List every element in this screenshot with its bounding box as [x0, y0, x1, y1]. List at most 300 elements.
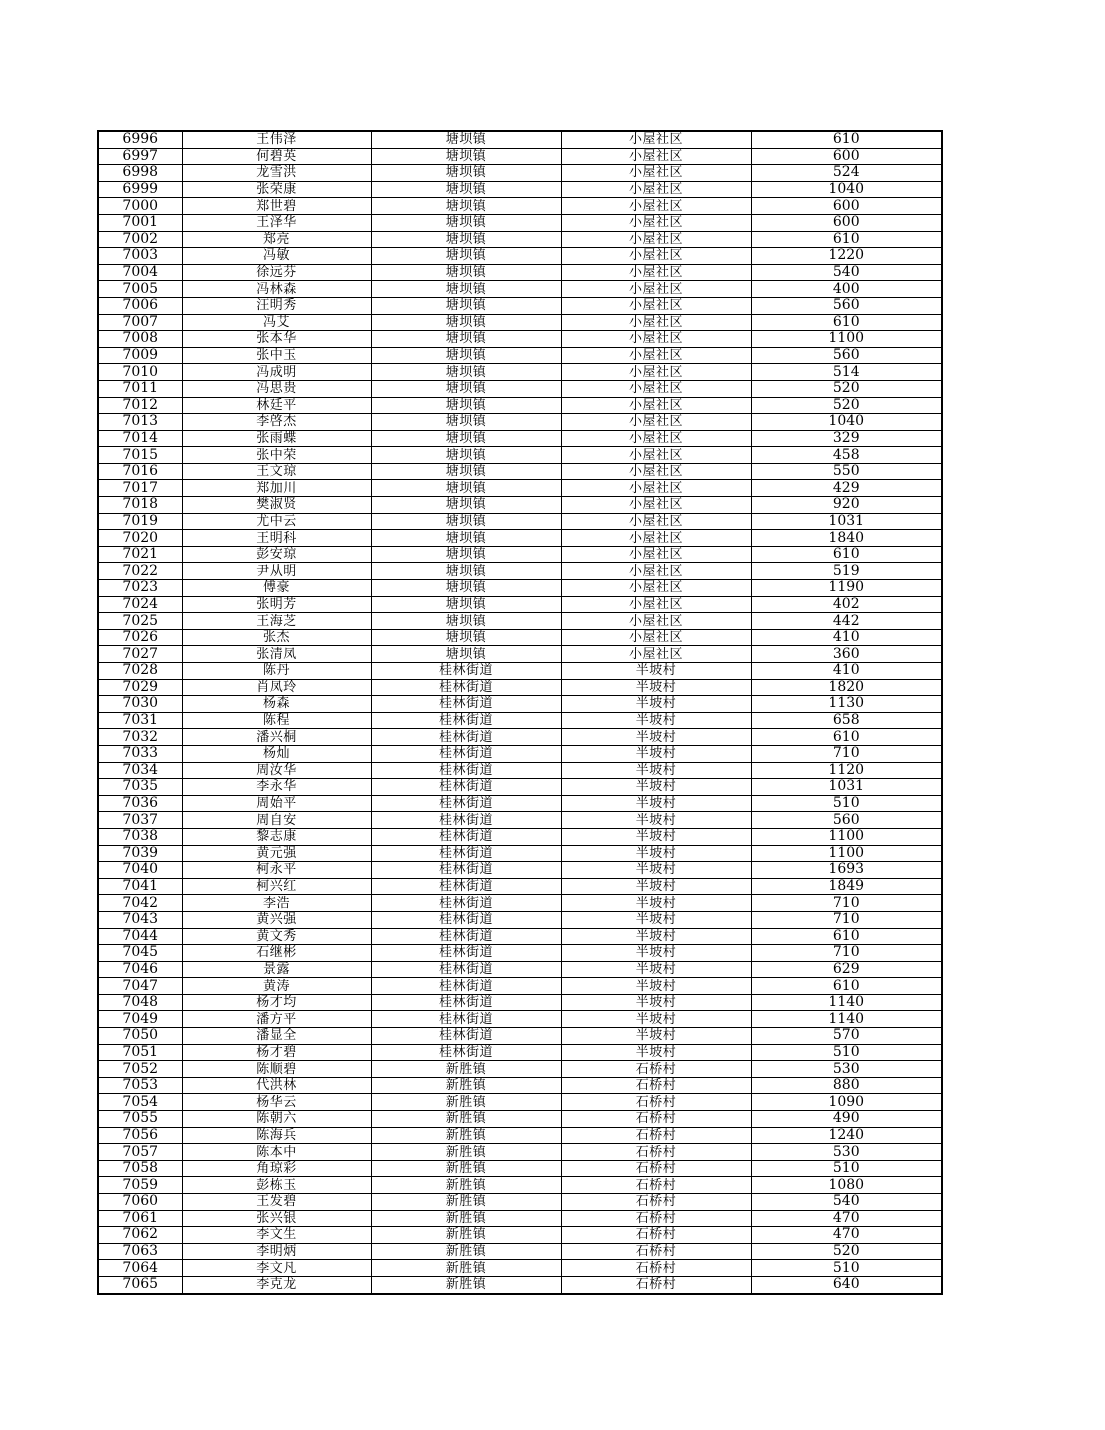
serial-number-cell: 7057	[98, 1144, 182, 1161]
serial-number-cell: 7027	[98, 646, 182, 663]
township-cell: 桂林街道	[371, 679, 561, 696]
village-cell: 小屋社区	[561, 463, 751, 480]
township-cell: 塘坝镇	[371, 430, 561, 447]
serial-number-cell: 7030	[98, 696, 182, 713]
village-cell: 石桥村	[561, 1276, 751, 1293]
township-cell: 塘坝镇	[371, 546, 561, 563]
amount-cell: 1100	[751, 331, 942, 348]
amount-cell: 710	[751, 945, 942, 962]
village-cell: 小屋社区	[561, 497, 751, 514]
name-cell: 冯艾	[182, 314, 371, 331]
amount-cell: 658	[751, 712, 942, 729]
table-row	[98, 530, 942, 547]
village-cell: 小屋社区	[561, 513, 751, 530]
name-cell: 李明炳	[182, 1243, 371, 1260]
name-cell: 樊淑贤	[182, 497, 371, 514]
name-cell: 汪明秀	[182, 297, 371, 314]
serial-number-cell: 7000	[98, 198, 182, 215]
name-cell: 徐远芬	[182, 264, 371, 281]
village-cell: 小屋社区	[561, 131, 751, 148]
table-row	[98, 1028, 942, 1045]
name-cell: 王泽华	[182, 214, 371, 231]
table-row	[98, 696, 942, 713]
serial-number-cell: 7001	[98, 214, 182, 231]
village-cell: 小屋社区	[561, 414, 751, 431]
village-cell: 石桥村	[561, 1061, 751, 1078]
serial-number-cell: 7010	[98, 364, 182, 381]
township-cell: 塘坝镇	[371, 513, 561, 530]
township-cell: 桂林街道	[371, 696, 561, 713]
serial-number-cell: 7013	[98, 414, 182, 431]
amount-cell: 329	[751, 430, 942, 447]
name-cell: 陈程	[182, 712, 371, 729]
village-cell: 石桥村	[561, 1160, 751, 1177]
village-cell: 小屋社区	[561, 646, 751, 663]
name-cell: 王文琼	[182, 463, 371, 480]
township-cell: 塘坝镇	[371, 414, 561, 431]
township-cell: 桂林街道	[371, 828, 561, 845]
name-cell: 角琼彩	[182, 1160, 371, 1177]
table-row	[98, 961, 942, 978]
amount-cell: 1100	[751, 845, 942, 862]
serial-number-cell: 7023	[98, 580, 182, 597]
table-row	[98, 878, 942, 895]
village-cell: 小屋社区	[561, 181, 751, 198]
table-row	[98, 380, 942, 397]
table-row	[98, 214, 942, 231]
township-cell: 桂林街道	[371, 961, 561, 978]
village-cell: 小屋社区	[561, 480, 751, 497]
amount-cell: 1100	[751, 828, 942, 845]
name-cell: 黎志康	[182, 828, 371, 845]
village-cell: 小屋社区	[561, 198, 751, 215]
name-cell: 杨华云	[182, 1094, 371, 1111]
name-cell: 陈海兵	[182, 1127, 371, 1144]
amount-cell: 520	[751, 1243, 942, 1260]
village-cell: 半坡村	[561, 795, 751, 812]
table-row	[98, 911, 942, 928]
township-cell: 桂林街道	[371, 712, 561, 729]
village-cell: 小屋社区	[561, 231, 751, 248]
table-row	[98, 895, 942, 912]
village-cell: 半坡村	[561, 679, 751, 696]
amount-cell: 610	[751, 928, 942, 945]
township-cell: 新胜镇	[371, 1127, 561, 1144]
village-cell: 石桥村	[561, 1077, 751, 1094]
township-cell: 塘坝镇	[371, 530, 561, 547]
name-cell: 周始平	[182, 795, 371, 812]
amount-cell: 514	[751, 364, 942, 381]
amount-cell: 1080	[751, 1177, 942, 1194]
serial-number-cell: 7041	[98, 878, 182, 895]
name-cell: 张兴银	[182, 1210, 371, 1227]
amount-cell: 640	[751, 1276, 942, 1293]
township-cell: 桂林街道	[371, 862, 561, 879]
amount-cell: 510	[751, 1044, 942, 1061]
serial-number-cell: 7054	[98, 1094, 182, 1111]
name-cell: 李永华	[182, 779, 371, 796]
serial-number-cell: 7024	[98, 596, 182, 613]
name-cell: 郑亮	[182, 231, 371, 248]
name-cell: 周自安	[182, 812, 371, 829]
serial-number-cell: 7058	[98, 1160, 182, 1177]
village-cell: 小屋社区	[561, 563, 751, 580]
amount-cell: 1190	[751, 580, 942, 597]
amount-cell: 710	[751, 895, 942, 912]
township-cell: 塘坝镇	[371, 380, 561, 397]
serial-number-cell: 7036	[98, 795, 182, 812]
name-cell: 尤中云	[182, 513, 371, 530]
name-cell: 李克龙	[182, 1276, 371, 1293]
serial-number-cell: 7011	[98, 380, 182, 397]
amount-cell: 510	[751, 1260, 942, 1277]
name-cell: 王海芝	[182, 613, 371, 630]
amount-cell: 1031	[751, 513, 942, 530]
township-cell: 桂林街道	[371, 779, 561, 796]
amount-cell: 920	[751, 497, 942, 514]
township-cell: 桂林街道	[371, 795, 561, 812]
serial-number-cell: 7022	[98, 563, 182, 580]
village-cell: 半坡村	[561, 945, 751, 962]
village-cell: 半坡村	[561, 663, 751, 680]
village-cell: 半坡村	[561, 862, 751, 879]
village-cell: 石桥村	[561, 1144, 751, 1161]
amount-cell: 610	[751, 231, 942, 248]
village-cell: 半坡村	[561, 1011, 751, 1028]
name-cell: 王发碧	[182, 1194, 371, 1211]
village-cell: 石桥村	[561, 1111, 751, 1128]
township-cell: 塘坝镇	[371, 646, 561, 663]
serial-number-cell: 7034	[98, 762, 182, 779]
village-cell: 小屋社区	[561, 165, 751, 182]
table-row	[98, 131, 942, 148]
serial-number-cell: 7021	[98, 546, 182, 563]
village-cell: 石桥村	[561, 1177, 751, 1194]
amount-cell: 570	[751, 1028, 942, 1045]
table-row	[98, 414, 942, 431]
name-cell: 陈朝六	[182, 1111, 371, 1128]
name-cell: 王伟泽	[182, 131, 371, 148]
township-cell: 塘坝镇	[371, 264, 561, 281]
amount-cell: 1693	[751, 862, 942, 879]
serial-number-cell: 7055	[98, 1111, 182, 1128]
name-cell: 冯思贵	[182, 380, 371, 397]
amount-cell: 1031	[751, 779, 942, 796]
table-row	[98, 1194, 942, 1211]
amount-cell: 1240	[751, 1127, 942, 1144]
amount-cell: 510	[751, 795, 942, 812]
serial-number-cell: 7006	[98, 297, 182, 314]
table-row	[98, 248, 942, 265]
village-cell: 半坡村	[561, 895, 751, 912]
serial-number-cell: 7063	[98, 1243, 182, 1260]
table-row	[98, 762, 942, 779]
name-cell: 黄文秀	[182, 928, 371, 945]
township-cell: 塘坝镇	[371, 181, 561, 198]
township-cell: 新胜镇	[371, 1077, 561, 1094]
name-cell: 张中玉	[182, 347, 371, 364]
village-cell: 小屋社区	[561, 380, 751, 397]
serial-number-cell: 7059	[98, 1177, 182, 1194]
village-cell: 半坡村	[561, 911, 751, 928]
amount-cell: 560	[751, 297, 942, 314]
township-cell: 新胜镇	[371, 1210, 561, 1227]
township-cell: 塘坝镇	[371, 629, 561, 646]
amount-cell: 610	[751, 729, 942, 746]
serial-number-cell: 7039	[98, 845, 182, 862]
table-row	[98, 613, 942, 630]
table-row	[98, 928, 942, 945]
township-cell: 塘坝镇	[371, 297, 561, 314]
amount-cell: 490	[751, 1111, 942, 1128]
village-cell: 小屋社区	[561, 530, 751, 547]
village-cell: 半坡村	[561, 878, 751, 895]
township-cell: 新胜镇	[371, 1276, 561, 1293]
village-cell: 小屋社区	[561, 430, 751, 447]
township-cell: 新胜镇	[371, 1260, 561, 1277]
serial-number-cell: 7002	[98, 231, 182, 248]
table-row	[98, 828, 942, 845]
amount-cell: 530	[751, 1061, 942, 1078]
amount-cell: 1849	[751, 878, 942, 895]
serial-number-cell: 7056	[98, 1127, 182, 1144]
name-cell: 潘兴桐	[182, 729, 371, 746]
table-row	[98, 994, 942, 1011]
township-cell: 新胜镇	[371, 1194, 561, 1211]
amount-cell: 610	[751, 314, 942, 331]
township-cell: 桂林街道	[371, 845, 561, 862]
amount-cell: 550	[751, 463, 942, 480]
table-row	[98, 1061, 942, 1078]
township-cell: 新胜镇	[371, 1061, 561, 1078]
village-cell: 半坡村	[561, 712, 751, 729]
village-cell: 小屋社区	[561, 248, 751, 265]
name-cell: 柯永平	[182, 862, 371, 879]
table-row	[98, 862, 942, 879]
table-row	[98, 281, 942, 298]
village-cell: 半坡村	[561, 994, 751, 1011]
data-table	[97, 130, 943, 1295]
village-cell: 小屋社区	[561, 148, 751, 165]
table-row	[98, 729, 942, 746]
serial-number-cell: 7029	[98, 679, 182, 696]
township-cell: 桂林街道	[371, 878, 561, 895]
village-cell: 半坡村	[561, 762, 751, 779]
village-cell: 小屋社区	[561, 347, 751, 364]
serial-number-cell: 7028	[98, 663, 182, 680]
amount-cell: 524	[751, 165, 942, 182]
table-row	[98, 580, 942, 597]
table-row	[98, 712, 942, 729]
serial-number-cell: 7031	[98, 712, 182, 729]
table-row	[98, 546, 942, 563]
table-row	[98, 1011, 942, 1028]
name-cell: 王明科	[182, 530, 371, 547]
amount-cell: 429	[751, 480, 942, 497]
township-cell: 桂林街道	[371, 978, 561, 995]
township-cell: 桂林街道	[371, 1044, 561, 1061]
serial-number-cell: 7046	[98, 961, 182, 978]
amount-cell: 520	[751, 380, 942, 397]
table-row	[98, 1144, 942, 1161]
township-cell: 桂林街道	[371, 994, 561, 1011]
amount-cell: 1040	[751, 181, 942, 198]
amount-cell: 1840	[751, 530, 942, 547]
serial-number-cell: 7032	[98, 729, 182, 746]
serial-number-cell: 7012	[98, 397, 182, 414]
village-cell: 半坡村	[561, 779, 751, 796]
name-cell: 陈丹	[182, 663, 371, 680]
amount-cell: 1090	[751, 1094, 942, 1111]
table-row	[98, 1260, 942, 1277]
village-cell: 小屋社区	[561, 264, 751, 281]
serial-number-cell: 7003	[98, 248, 182, 265]
name-cell: 郑世碧	[182, 198, 371, 215]
township-cell: 桂林街道	[371, 812, 561, 829]
township-cell: 塘坝镇	[371, 248, 561, 265]
name-cell: 周汝华	[182, 762, 371, 779]
township-cell: 桂林街道	[371, 911, 561, 928]
table-row	[98, 978, 942, 995]
township-cell: 塘坝镇	[371, 131, 561, 148]
township-cell: 新胜镇	[371, 1227, 561, 1244]
name-cell: 肖凤玲	[182, 679, 371, 696]
table-row	[98, 1044, 942, 1061]
name-cell: 杨森	[182, 696, 371, 713]
serial-number-cell: 7062	[98, 1227, 182, 1244]
serial-number-cell: 7048	[98, 994, 182, 1011]
village-cell: 小屋社区	[561, 214, 751, 231]
township-cell: 塘坝镇	[371, 214, 561, 231]
village-cell: 小屋社区	[561, 596, 751, 613]
name-cell: 冯成明	[182, 364, 371, 381]
amount-cell: 710	[751, 745, 942, 762]
name-cell: 张荣康	[182, 181, 371, 198]
amount-cell: 1140	[751, 1011, 942, 1028]
name-cell: 龙雪洪	[182, 165, 371, 182]
village-cell: 半坡村	[561, 961, 751, 978]
table-row	[98, 148, 942, 165]
township-cell: 塘坝镇	[371, 480, 561, 497]
table-row	[98, 198, 942, 215]
name-cell: 傅豪	[182, 580, 371, 597]
serial-number-cell: 7015	[98, 447, 182, 464]
serial-number-cell: 7009	[98, 347, 182, 364]
amount-cell: 520	[751, 397, 942, 414]
amount-cell: 600	[751, 198, 942, 215]
serial-number-cell: 7061	[98, 1210, 182, 1227]
name-cell: 张本华	[182, 331, 371, 348]
serial-number-cell: 7065	[98, 1276, 182, 1293]
table-row	[98, 1243, 942, 1260]
serial-number-cell: 7052	[98, 1061, 182, 1078]
name-cell: 景露	[182, 961, 371, 978]
township-cell: 塘坝镇	[371, 148, 561, 165]
name-cell: 潘显全	[182, 1028, 371, 1045]
table-row	[98, 347, 942, 364]
amount-cell: 402	[751, 596, 942, 613]
amount-cell: 560	[751, 347, 942, 364]
amount-cell: 540	[751, 264, 942, 281]
table-row	[98, 596, 942, 613]
amount-cell: 458	[751, 447, 942, 464]
village-cell: 半坡村	[561, 745, 751, 762]
township-cell: 塘坝镇	[371, 314, 561, 331]
name-cell: 黄元强	[182, 845, 371, 862]
serial-number-cell: 7050	[98, 1028, 182, 1045]
village-cell: 石桥村	[561, 1227, 751, 1244]
table-row	[98, 646, 942, 663]
name-cell: 尹从明	[182, 563, 371, 580]
amount-cell: 442	[751, 613, 942, 630]
serial-number-cell: 6999	[98, 181, 182, 198]
serial-number-cell: 7019	[98, 513, 182, 530]
table-row	[98, 795, 942, 812]
serial-number-cell: 7018	[98, 497, 182, 514]
name-cell: 石继彬	[182, 945, 371, 962]
amount-cell: 610	[751, 978, 942, 995]
name-cell: 陈顺碧	[182, 1061, 371, 1078]
table-row	[98, 629, 942, 646]
village-cell: 半坡村	[561, 729, 751, 746]
serial-number-cell: 7005	[98, 281, 182, 298]
table-row	[98, 1210, 942, 1227]
township-cell: 桂林街道	[371, 945, 561, 962]
amount-cell: 1040	[751, 414, 942, 431]
township-cell: 新胜镇	[371, 1111, 561, 1128]
amount-cell: 540	[751, 1194, 942, 1211]
table-row	[98, 1094, 942, 1111]
serial-number-cell: 7047	[98, 978, 182, 995]
township-cell: 新胜镇	[371, 1144, 561, 1161]
table-row	[98, 845, 942, 862]
name-cell: 潘方平	[182, 1011, 371, 1028]
village-cell: 小屋社区	[561, 629, 751, 646]
village-cell: 石桥村	[561, 1127, 751, 1144]
table-row	[98, 231, 942, 248]
name-cell: 张中荣	[182, 447, 371, 464]
township-cell: 塘坝镇	[371, 463, 561, 480]
village-cell: 小屋社区	[561, 281, 751, 298]
name-cell: 何碧英	[182, 148, 371, 165]
amount-cell: 610	[751, 546, 942, 563]
village-cell: 半坡村	[561, 978, 751, 995]
amount-cell: 1140	[751, 994, 942, 1011]
amount-cell: 400	[751, 281, 942, 298]
table-row	[98, 497, 942, 514]
table-row	[98, 447, 942, 464]
table-row	[98, 480, 942, 497]
township-cell: 新胜镇	[371, 1160, 561, 1177]
name-cell: 李啓杰	[182, 414, 371, 431]
serial-number-cell: 7043	[98, 911, 182, 928]
name-cell: 林廷平	[182, 397, 371, 414]
table-row	[98, 513, 942, 530]
village-cell: 石桥村	[561, 1094, 751, 1111]
serial-number-cell: 7051	[98, 1044, 182, 1061]
village-cell: 小屋社区	[561, 314, 751, 331]
village-cell: 石桥村	[561, 1243, 751, 1260]
village-cell: 半坡村	[561, 812, 751, 829]
village-cell: 小屋社区	[561, 297, 751, 314]
serial-number-cell: 7064	[98, 1260, 182, 1277]
village-cell: 石桥村	[561, 1260, 751, 1277]
township-cell: 桂林街道	[371, 1011, 561, 1028]
amount-cell: 560	[751, 812, 942, 829]
township-cell: 桂林街道	[371, 745, 561, 762]
serial-number-cell: 7060	[98, 1194, 182, 1211]
amount-cell: 1820	[751, 679, 942, 696]
